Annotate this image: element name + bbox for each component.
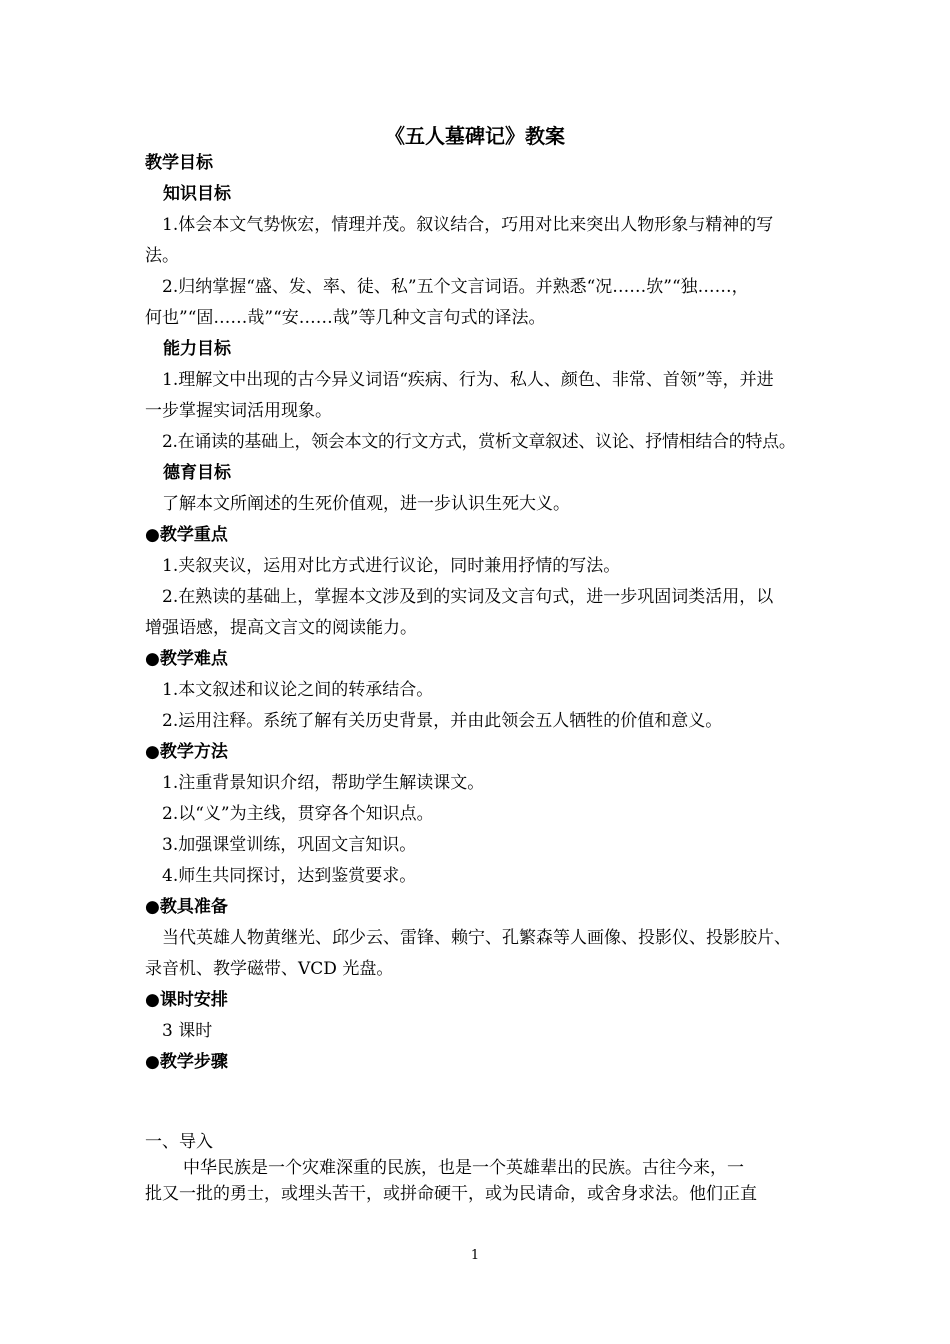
text-line: 中华民族是一个灾难深重的民族，也是一个英雄辈出的民族。古往今来，一 — [183, 1158, 744, 1178]
text-line: 1.本文叙述和议论之间的转承结合。 — [162, 680, 434, 700]
text-line: 4.师生共同探讨，达到鉴赏要求。 — [162, 866, 417, 886]
section-heading: ●教学难点 — [145, 649, 228, 669]
text-line: 了解本文所阐述的生死价值观，进一步认识生死大义。 — [162, 494, 570, 514]
text-line: 何也”“固……哉”“安……哉”等几种文言句式的译法。 — [145, 308, 546, 328]
text-line: 法。 — [145, 246, 179, 266]
subsection-heading: 德育目标 — [163, 463, 231, 483]
text-line: 批又一批的勇士，或埋头苦干，或拼命硬干，或为民请命，或舍身求法。他们正直 — [145, 1184, 757, 1204]
subsection-heading: 能力目标 — [163, 339, 231, 359]
text-line: 3.加强课堂训练，巩固文言知识。 — [162, 835, 417, 855]
section-heading: ●教学方法 — [145, 742, 228, 762]
text-line: 2.在熟读的基础上，掌握本文涉及到的实词及文言句式，进一步巩固词类活用，以 — [162, 587, 774, 607]
section-heading: ●课时安排 — [145, 990, 228, 1010]
section-heading: 教学目标 — [145, 153, 213, 173]
text-line: 一、导入 — [145, 1132, 213, 1152]
text-line: 1.夹叙夹议，运用对比方式进行议论，同时兼用抒情的写法。 — [162, 556, 621, 576]
page-number: 1 — [470, 1248, 480, 1263]
text-line: 2.以“义”为主线，贯穿各个知识点。 — [162, 804, 434, 824]
document-title: 《五人墓碑记》教案 — [385, 124, 565, 148]
section-heading: ●教学步骤 — [145, 1052, 228, 1072]
text-line: 1.体会本文气势恢宏，情理并茂。叙议结合，巧用对比来突出人物形象与精神的写 — [162, 215, 774, 235]
section-heading: ●教学重点 — [145, 525, 228, 545]
text-line: 增强语感，提高文言文的阅读能力。 — [145, 618, 417, 638]
text-line: 2.归纳掌握“盛、发、率、徒、私”五个文言词语。并熟悉“况……欤”“独……， — [162, 277, 749, 297]
text-line: 2.在诵读的基础上，领会本文的行文方式，赏析文章叙述、议论、抒情相结合的特点。 — [162, 432, 796, 452]
text-line: 3 课时 — [162, 1021, 213, 1041]
text-line: 2.运用注释。系统了解有关历史背景，并由此领会五人牺牲的价值和意义。 — [162, 711, 723, 731]
text-line: 1.理解文中出现的古今异义词语“疾病、行为、私人、颜色、非常、首领”等，并进 — [162, 370, 774, 390]
section-heading: ●教具准备 — [145, 897, 228, 917]
text-line: 1.注重背景知识介绍，帮助学生解读课文。 — [162, 773, 485, 793]
subsection-heading: 知识目标 — [163, 184, 231, 204]
text-line: 录音机、教学磁带、VCD 光盘。 — [145, 959, 394, 979]
text-line: 当代英雄人物黄继光、邱少云、雷锋、赖宁、孔繁森等人画像、投影仪、投影胶片、 — [162, 928, 791, 948]
text-line: 一步掌握实词活用现象。 — [145, 401, 332, 421]
